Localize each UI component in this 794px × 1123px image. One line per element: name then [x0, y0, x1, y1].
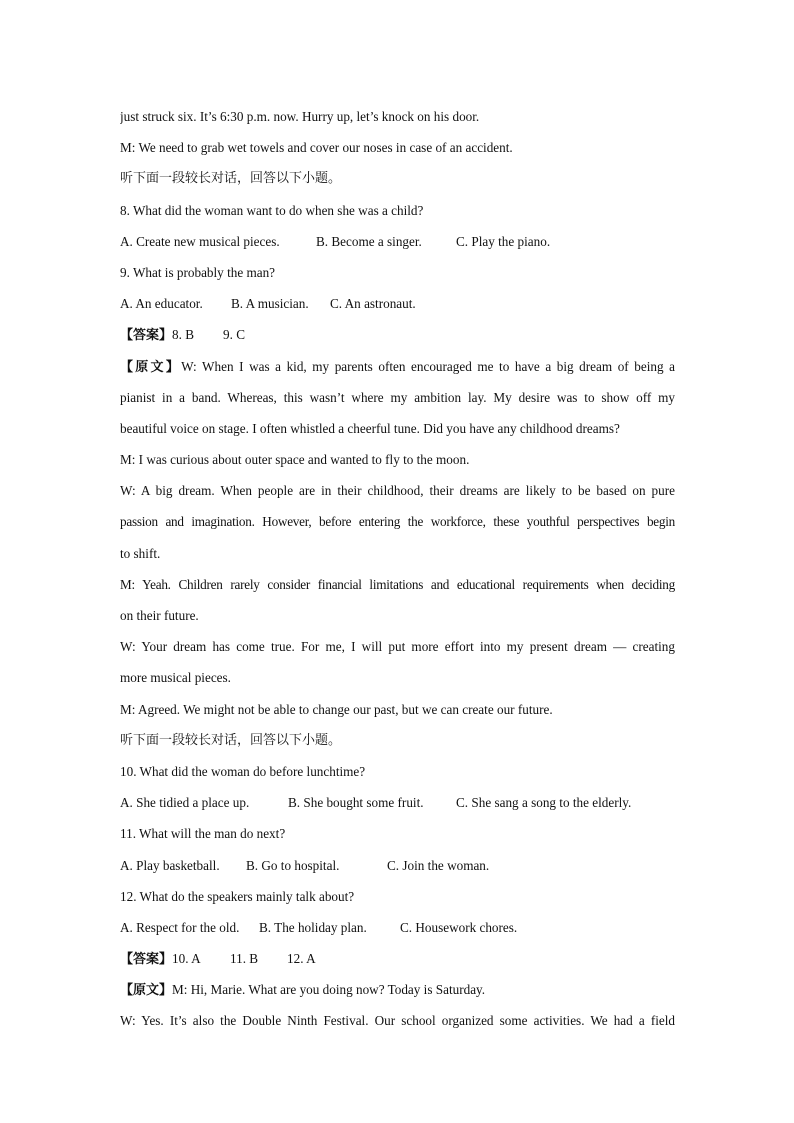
option-a: A. Create new musical pieces. [120, 233, 280, 249]
option-b: B. The holiday plan. [259, 919, 367, 935]
transcript-line: to shift. [120, 545, 161, 561]
transcript-line [120, 974, 675, 1005]
option-a: A. Respect for the old. [120, 919, 240, 935]
transcript-line: W: A big dream. When people are in their childhood, their dreams are likely to be based on pure [120, 483, 675, 499]
option-c: C. Join the woman. [387, 857, 490, 873]
section-instruction: 听下面一段较长对话，回答以下小题。 [120, 171, 342, 187]
option-a: A. Play basketball. [120, 857, 220, 873]
question-8-options [120, 226, 675, 257]
answer-line-2 [120, 943, 675, 974]
transcript-line: M: I was curious about outer space and wanted to fly to the moon. [120, 452, 470, 468]
document-page [120, 101, 675, 1037]
question-12-options [120, 912, 675, 943]
option-b: B. Become a singer. [316, 233, 422, 249]
text-line: just struck six. It’s 6:30 p.m. now. Hurry up, let’s knock on his door. [120, 109, 480, 124]
option-a: A. An educator. [120, 296, 203, 312]
answer-item: 8. B [172, 327, 194, 343]
option-b: B. Go to hospital. [246, 857, 340, 873]
original-label: 【原文】 [120, 359, 182, 375]
transcript-line: W: Your dream has come true. For me, I will put more effort into my present dream — creating [120, 639, 675, 655]
transcript-line: passion and imagination. However, before entering the workforce, these youthful perspectives begin [120, 514, 675, 530]
answer-item: 11. B [230, 951, 259, 967]
question-9: 9. What is probably the man? [120, 264, 276, 280]
option-c: C. Housework chores. [400, 919, 518, 935]
option-c: C. She sang a song to the elderly. [456, 795, 632, 811]
question-9-options [120, 288, 675, 319]
transcript-line: on their future. [120, 608, 199, 623]
original-label: 【原文】 [120, 983, 173, 999]
question-11: 11. What will the man do next? [120, 826, 286, 842]
transcript-line: M: Yeah. Children rarely consider financial limitations and educational requirements when deciding [120, 576, 675, 592]
question-10: 10. What did the woman do before lunchtime? [120, 763, 366, 779]
transcript-line: M: Agreed. We might not be able to change our past, but we can create our future. [120, 701, 553, 717]
section-instruction: 听下面一段较长对话，回答以下小题。 [120, 732, 342, 748]
transcript-line: pianist in a band. Whereas, this wasn’t where my ambition lay. My desire was to show off my [120, 389, 675, 405]
answer-item: 12. A [287, 951, 316, 967]
option-a: A. She tidied a place up. [120, 795, 250, 811]
option-c: C. An astronaut. [330, 296, 416, 312]
answer-item: 9. C [223, 327, 245, 343]
transcript-line: W: Yes. It’s also the Double Ninth Festival. Our school organized some activities. We had a field [120, 1013, 675, 1029]
transcript-line [120, 351, 675, 382]
answer-label: 【答案】 [120, 952, 173, 968]
transcript-text: M: Hi, Marie. What are you doing now? Today is Saturday. [172, 982, 486, 998]
option-b: B. A musician. [231, 296, 309, 312]
question-10-options [120, 787, 675, 818]
transcript-text: W: When I was a kid, my parents often encouraged me to have a big dream of being a [181, 358, 675, 374]
transcript-line: more musical pieces. [120, 670, 231, 686]
answer-item: 10. A [172, 951, 201, 967]
answer-label: 【答案】 [120, 328, 173, 344]
question-8: 8. What did the woman want to do when she was a child? [120, 202, 424, 218]
text-line: M: We need to grab wet towels and cover our noses in case of an accident. [120, 140, 513, 156]
option-b: B. She bought some fruit. [288, 795, 424, 811]
question-12: 12. What do the speakers mainly talk about? [120, 888, 355, 904]
option-c: C. Play the piano. [456, 233, 551, 249]
transcript-line: beautiful voice on stage. I often whistled a cheerful tune. Did you have any childhood dreams? [120, 420, 620, 436]
answer-line-1 [120, 319, 675, 350]
question-11-options [120, 850, 675, 881]
